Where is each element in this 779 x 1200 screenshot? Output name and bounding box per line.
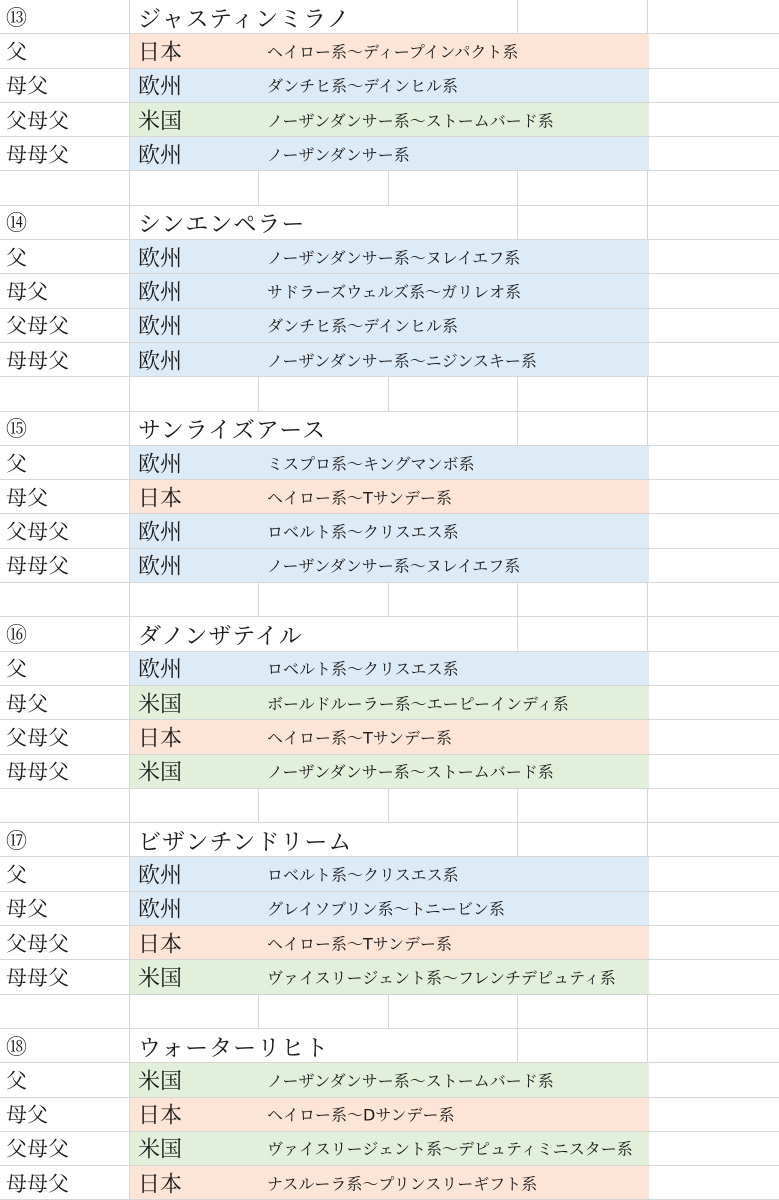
pedigree-row bbox=[0, 686, 779, 720]
region-label: 欧州 bbox=[138, 280, 183, 306]
grid-cell[interactable] bbox=[518, 617, 648, 650]
pedigree-row bbox=[0, 480, 779, 514]
relation-label: 父 bbox=[6, 245, 27, 270]
sire-line-text: ロベルト系〜クリスエス系 bbox=[267, 659, 459, 679]
grid-cell[interactable] bbox=[518, 0, 648, 33]
horse-name: ビザンチンドリーム bbox=[138, 829, 353, 856]
pedigree-row bbox=[0, 892, 779, 926]
region-label: 米国 bbox=[138, 760, 183, 786]
relation-label: 父母父 bbox=[6, 1137, 69, 1162]
region-label: 米国 bbox=[138, 692, 183, 718]
region-band bbox=[130, 480, 649, 513]
grid-cell[interactable] bbox=[389, 206, 518, 239]
region-band bbox=[130, 720, 649, 753]
sire-line-text: ナスルーラ系〜プリンスリーギフト系 bbox=[267, 1174, 538, 1194]
grid-cell[interactable] bbox=[518, 412, 648, 445]
grid-cell[interactable] bbox=[648, 720, 779, 753]
blank-row bbox=[0, 789, 779, 823]
region-band bbox=[130, 652, 649, 685]
relation-label: 母母父 bbox=[6, 760, 69, 785]
pedigree-row bbox=[0, 549, 779, 583]
region-label: 米国 bbox=[138, 966, 183, 992]
horse-title-row bbox=[0, 1029, 779, 1063]
region-band bbox=[130, 549, 649, 582]
relation-label: 父 bbox=[6, 1068, 27, 1093]
sire-line-text: サドラーズウェルズ系〜ガリレオ系 bbox=[267, 282, 522, 302]
region-band bbox=[130, 34, 649, 67]
horse-name: シンエンペラー bbox=[138, 211, 306, 238]
relation-label: 母母父 bbox=[6, 348, 69, 373]
grid-cell[interactable] bbox=[648, 514, 779, 547]
region-label: 欧州 bbox=[138, 554, 183, 580]
pedigree-row bbox=[0, 926, 779, 960]
region-label: 欧州 bbox=[138, 863, 183, 889]
grid-cell[interactable] bbox=[648, 103, 779, 136]
pedigree-row bbox=[0, 103, 779, 137]
horse-number: ⑱ bbox=[6, 1034, 27, 1059]
grid-cell[interactable] bbox=[648, 686, 779, 719]
pedigree-row bbox=[0, 274, 779, 308]
grid-cell[interactable] bbox=[259, 789, 389, 822]
pedigree-row bbox=[0, 240, 779, 274]
grid-cell[interactable] bbox=[0, 377, 130, 410]
region-label: 欧州 bbox=[138, 897, 183, 923]
grid-cell[interactable] bbox=[648, 206, 779, 239]
region-label: 日本 bbox=[138, 486, 183, 512]
relation-label: 母母父 bbox=[6, 554, 69, 579]
grid-cell[interactable] bbox=[389, 583, 518, 616]
sire-line-text: ヘイロー系〜ディープインパクト系 bbox=[267, 42, 519, 62]
relation-label: 父母父 bbox=[6, 931, 69, 956]
sire-line-text: ボールドルーラー系〜エーピーインディ系 bbox=[267, 694, 569, 714]
grid-cell[interactable] bbox=[518, 206, 648, 239]
sire-line-text: ノーザンダンサー系〜ニジンスキー系 bbox=[267, 351, 537, 371]
grid-cell[interactable] bbox=[389, 0, 518, 33]
grid-cell[interactable] bbox=[648, 34, 779, 67]
region-label: 欧州 bbox=[138, 74, 183, 100]
relation-label: 父母父 bbox=[6, 314, 69, 339]
relation-label: 母母父 bbox=[6, 1171, 69, 1196]
grid-cell[interactable] bbox=[648, 240, 779, 273]
grid-cell[interactable] bbox=[389, 617, 518, 650]
region-band bbox=[130, 240, 649, 273]
region-label: 日本 bbox=[138, 1172, 183, 1198]
grid-cell[interactable] bbox=[0, 171, 130, 204]
relation-label: 父 bbox=[6, 863, 27, 888]
grid-cell[interactable] bbox=[648, 412, 779, 445]
region-band bbox=[130, 1063, 649, 1096]
horse-title-row bbox=[0, 0, 779, 34]
sire-line-text: ノーザンダンサー系〜ストームバード系 bbox=[267, 1071, 554, 1091]
horse-number: ⑭ bbox=[6, 211, 27, 236]
pedigree-row bbox=[0, 857, 779, 891]
region-band bbox=[130, 1166, 649, 1199]
horse-name: ジャスティンミラノ bbox=[138, 6, 351, 33]
region-band bbox=[130, 514, 649, 547]
sire-line-text: ロベルト系〜クリスエス系 bbox=[267, 865, 459, 885]
grid-cell[interactable] bbox=[648, 274, 779, 307]
horse-number: ⑯ bbox=[6, 622, 27, 647]
relation-label: 父 bbox=[6, 39, 27, 64]
grid-cell[interactable] bbox=[648, 617, 779, 650]
pedigree-row bbox=[0, 960, 779, 994]
grid-cell[interactable] bbox=[648, 892, 779, 925]
grid-cell[interactable] bbox=[259, 171, 389, 204]
relation-label: 母父 bbox=[6, 897, 48, 922]
region-band bbox=[130, 1132, 649, 1165]
grid-cell[interactable] bbox=[389, 1029, 518, 1062]
grid-cell[interactable] bbox=[648, 823, 779, 856]
sire-line-text: ノーザンダンサー系 bbox=[267, 145, 410, 165]
grid-cell[interactable] bbox=[0, 789, 130, 822]
sire-line-text: ヴァイスリージェント系〜フレンチデピュティ系 bbox=[267, 968, 616, 988]
grid-cell[interactable] bbox=[648, 789, 779, 822]
sire-line-text: ヘイロー系〜Dサンデー系 bbox=[267, 1105, 455, 1125]
region-label: 米国 bbox=[138, 109, 183, 135]
relation-label: 母父 bbox=[6, 280, 48, 305]
pedigree-row bbox=[0, 1098, 779, 1132]
region-label: 日本 bbox=[138, 1103, 183, 1129]
sire-line-text: ダンチヒ系〜デインヒル系 bbox=[267, 76, 459, 96]
grid-cell[interactable] bbox=[648, 1098, 779, 1131]
grid-cell[interactable] bbox=[389, 171, 518, 204]
region-label: 欧州 bbox=[138, 349, 183, 375]
grid-cell[interactable] bbox=[130, 377, 259, 410]
region-band bbox=[130, 960, 649, 993]
grid-cell[interactable] bbox=[389, 823, 518, 856]
grid-cell[interactable] bbox=[130, 171, 259, 204]
sire-line-text: ダンチヒ系〜デインヒル系 bbox=[267, 316, 459, 336]
grid-cell[interactable] bbox=[0, 583, 130, 616]
pedigree-row bbox=[0, 514, 779, 548]
grid-cell[interactable] bbox=[518, 1029, 648, 1062]
region-label: 欧州 bbox=[138, 314, 183, 340]
grid-cell[interactable] bbox=[648, 377, 779, 410]
grid-cell[interactable] bbox=[648, 755, 779, 788]
relation-label: 父母父 bbox=[6, 108, 69, 133]
horse-title-row bbox=[0, 617, 779, 651]
grid-cell[interactable] bbox=[389, 377, 518, 410]
horse-name: ウォーターリヒト bbox=[138, 1035, 330, 1062]
grid-cell[interactable] bbox=[648, 69, 779, 102]
grid-cell[interactable] bbox=[130, 995, 259, 1028]
region-band bbox=[130, 103, 649, 136]
sire-line-text: ヘイロー系〜Tサンデー系 bbox=[267, 488, 452, 508]
region-band bbox=[130, 686, 649, 719]
region-label: 欧州 bbox=[138, 246, 183, 272]
pedigree-row bbox=[0, 309, 779, 343]
region-label: 欧州 bbox=[138, 452, 183, 477]
region-band bbox=[130, 69, 649, 102]
grid-cell[interactable] bbox=[648, 926, 779, 959]
region-label: 米国 bbox=[138, 1069, 183, 1095]
grid-cell[interactable] bbox=[648, 446, 779, 479]
horse-name: サンライズアース bbox=[138, 417, 327, 444]
region-label: 欧州 bbox=[138, 143, 183, 169]
grid-cell[interactable] bbox=[648, 1166, 779, 1199]
grid-cell[interactable] bbox=[648, 309, 779, 342]
blank-row bbox=[0, 377, 779, 411]
pedigree-row bbox=[0, 720, 779, 754]
sire-line-text: ヴァイスリージェント系〜デピュティミニスター系 bbox=[267, 1139, 633, 1159]
sire-line-text: ノーザンダンサー系〜ヌレイエフ系 bbox=[267, 556, 521, 576]
relation-label: 父母父 bbox=[6, 520, 69, 545]
grid-cell[interactable] bbox=[648, 652, 779, 685]
region-band bbox=[130, 892, 649, 925]
grid-cell[interactable] bbox=[389, 789, 518, 822]
grid-cell[interactable] bbox=[0, 995, 130, 1028]
horse-title-row bbox=[0, 412, 779, 446]
grid-cell[interactable] bbox=[389, 412, 518, 445]
sire-line-text: ロベルト系〜クリスエス系 bbox=[267, 522, 459, 542]
horse-number: ⑬ bbox=[6, 5, 27, 30]
sire-line-text: ミスプロ系〜キングマンボ系 bbox=[267, 454, 475, 473]
grid-cell[interactable] bbox=[648, 1063, 779, 1096]
sire-line-text: ノーザンダンサー系〜ストームバード系 bbox=[267, 762, 554, 782]
grid-cell[interactable] bbox=[648, 480, 779, 513]
region-band bbox=[130, 343, 649, 376]
pedigree-row bbox=[0, 137, 779, 171]
grid-cell[interactable] bbox=[259, 583, 389, 616]
region-label: 日本 bbox=[138, 726, 183, 752]
grid-cell[interactable] bbox=[518, 377, 648, 410]
blank-row bbox=[0, 171, 779, 205]
grid-cell[interactable] bbox=[648, 1132, 779, 1165]
grid-cell[interactable] bbox=[648, 857, 779, 890]
pedigree-row bbox=[0, 652, 779, 686]
grid-cell[interactable] bbox=[518, 995, 648, 1028]
region-label: 米国 bbox=[138, 1137, 183, 1163]
sire-line-text: ヘイロー系〜Tサンデー系 bbox=[267, 934, 452, 954]
region-label: 日本 bbox=[138, 40, 183, 66]
grid-cell[interactable] bbox=[259, 995, 389, 1028]
grid-cell[interactable] bbox=[648, 171, 779, 204]
pedigree-row bbox=[0, 1166, 779, 1200]
relation-label: 母父 bbox=[6, 485, 48, 510]
pedigree-row bbox=[0, 1132, 779, 1166]
region-label: 欧州 bbox=[138, 520, 183, 546]
relation-label: 母母父 bbox=[6, 142, 69, 167]
sire-line-text: ノーザンダンサー系〜ヌレイエフ系 bbox=[267, 248, 521, 268]
grid-cell[interactable] bbox=[648, 995, 779, 1028]
horse-name: ダノンザテイル bbox=[138, 623, 303, 650]
relation-label: 母父 bbox=[6, 74, 48, 99]
grid-cell[interactable] bbox=[648, 549, 779, 582]
grid-cell[interactable] bbox=[518, 789, 648, 822]
pedigree-row bbox=[0, 446, 779, 480]
pedigree-row bbox=[0, 34, 779, 68]
region-band bbox=[130, 857, 649, 890]
region-band bbox=[130, 755, 649, 788]
sire-line-text: ヘイロー系〜Tサンデー系 bbox=[267, 728, 452, 748]
region-band bbox=[130, 446, 649, 479]
grid-cell[interactable] bbox=[130, 583, 259, 616]
grid-cell[interactable] bbox=[648, 343, 779, 376]
region-band bbox=[130, 926, 649, 959]
blank-row bbox=[0, 995, 779, 1029]
grid-cell[interactable] bbox=[648, 583, 779, 616]
grid-cell[interactable] bbox=[389, 995, 518, 1028]
grid-cell[interactable] bbox=[648, 960, 779, 993]
grid-cell[interactable] bbox=[130, 789, 259, 822]
horse-number: ⑰ bbox=[6, 828, 27, 853]
relation-label: 父 bbox=[6, 451, 27, 476]
grid-cell[interactable] bbox=[259, 377, 389, 410]
pedigree-row bbox=[0, 755, 779, 789]
horse-title-row bbox=[0, 206, 779, 240]
sire-line-text: ノーザンダンサー系〜ストームバード系 bbox=[267, 111, 554, 131]
relation-label: 父母父 bbox=[6, 725, 69, 750]
region-band bbox=[130, 1098, 649, 1131]
region-band bbox=[130, 137, 649, 170]
relation-label: 母父 bbox=[6, 1103, 48, 1128]
region-band bbox=[130, 274, 649, 307]
grid-cell[interactable] bbox=[518, 171, 648, 204]
region-label: 日本 bbox=[138, 932, 183, 958]
relation-label: 母母父 bbox=[6, 965, 69, 990]
relation-label: 母父 bbox=[6, 691, 48, 716]
pedigree-row bbox=[0, 1063, 779, 1097]
grid-cell[interactable] bbox=[518, 823, 648, 856]
sire-line-text: グレイソブリン系〜トニービン系 bbox=[267, 899, 505, 919]
pedigree-row bbox=[0, 343, 779, 377]
region-band bbox=[130, 309, 649, 342]
grid-cell[interactable] bbox=[648, 0, 779, 33]
blank-row bbox=[0, 583, 779, 617]
pedigree-row bbox=[0, 69, 779, 103]
grid-cell[interactable] bbox=[518, 583, 648, 616]
horse-title-row bbox=[0, 823, 779, 857]
relation-label: 父 bbox=[6, 657, 27, 682]
grid-cell[interactable] bbox=[648, 137, 779, 170]
grid-cell[interactable] bbox=[648, 1029, 779, 1062]
region-label: 欧州 bbox=[138, 657, 183, 683]
horse-number: ⑮ bbox=[6, 417, 27, 442]
